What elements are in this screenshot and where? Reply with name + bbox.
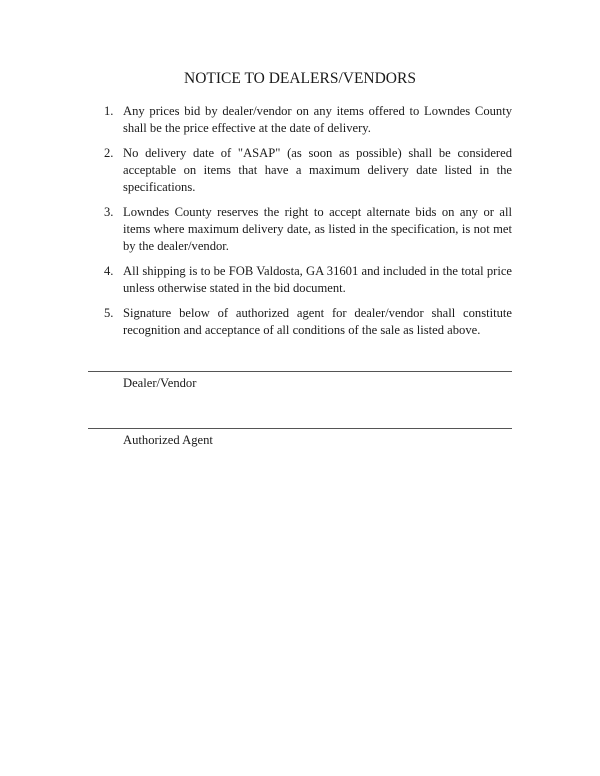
page-title: NOTICE TO DEALERS/VENDORS bbox=[184, 70, 416, 87]
list-item bbox=[104, 204, 512, 255]
list-item bbox=[104, 305, 512, 339]
list-item bbox=[104, 263, 512, 297]
item-number: 3. bbox=[104, 205, 114, 219]
signature-label-dealer: Dealer/Vendor bbox=[123, 376, 197, 390]
item-text: Any prices bid by dealer/vendor on any items offered to Lowndes County shall be the price effective at the date of delivery. bbox=[123, 104, 512, 135]
item-number: 2. bbox=[104, 146, 114, 160]
notice-body bbox=[88, 103, 512, 448]
item-text: No delivery date of "ASAP" (as soon as possible) shall be considered acceptable on items that have a maximum delivery date listed in the specifications. bbox=[123, 146, 512, 194]
list-item bbox=[104, 103, 512, 137]
item-number: 1. bbox=[104, 104, 114, 118]
signature-label-agent: Authorized Agent bbox=[123, 433, 213, 447]
signature-block-dealer bbox=[88, 371, 512, 391]
signature-line-agent bbox=[88, 428, 512, 429]
item-text: Lowndes County reserves the right to accept alternate bids on any or all items where maximum delivery date, as listed in the specification, is not met by the dealer/vendor. bbox=[123, 205, 512, 253]
signature-line-dealer bbox=[88, 371, 512, 372]
item-number: 5. bbox=[104, 306, 114, 320]
item-text: Signature below of authorized agent for dealer/vendor shall constitute recognition and acceptance of all conditions of the sale as listed above. bbox=[123, 306, 512, 337]
item-number: 4. bbox=[104, 264, 114, 278]
signature-block-agent bbox=[88, 428, 512, 448]
list-item bbox=[104, 145, 512, 196]
item-text: All shipping is to be FOB Valdosta, GA 31601 and included in the total price unless otherwise stated in the bid document. bbox=[123, 264, 512, 295]
